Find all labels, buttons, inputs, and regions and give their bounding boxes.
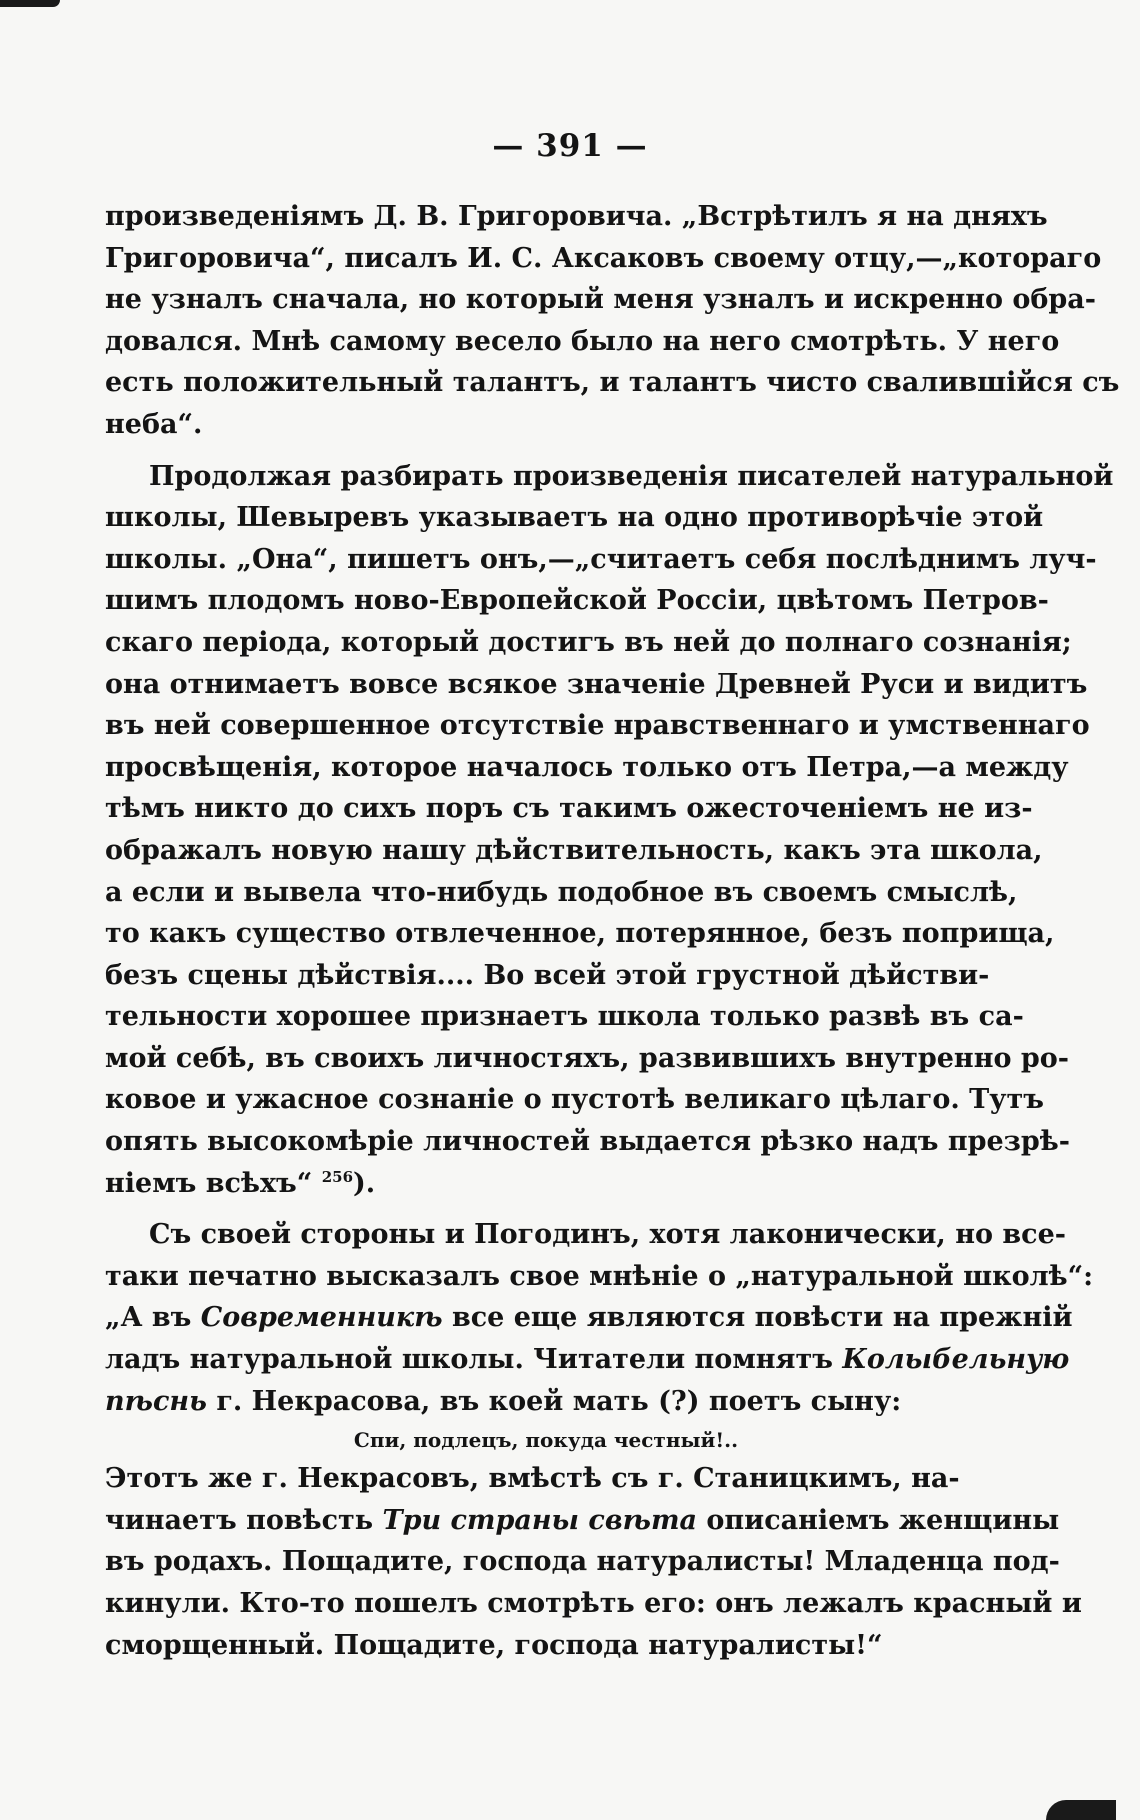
text-line <box>105 1163 947 1205</box>
text-line: ковое и ужасное сознаніе о пустотѣ великаго цѣлаго. Тутъ <box>105 1084 1044 1116</box>
footnote-reference: 256 <box>321 1167 354 1186</box>
text-line: довался. Мнѣ самому весело было на него смотрѣть. У него <box>105 325 1060 357</box>
text-line: Григоровича“, писалъ И. С. Аксаковъ своему отцу,—„котораго <box>105 242 1102 274</box>
page-body <box>105 196 1120 1666</box>
text-fragment: чинаетъ повѣсть <box>105 1504 383 1536</box>
text-fragment: описаніемъ женщины <box>697 1504 1060 1536</box>
poem-title: пѣснь <box>105 1385 207 1417</box>
text-fragment: все еще являются повѣсти на прежній <box>442 1302 1073 1334</box>
text-fragment: ніемъ всѣхъ“ <box>105 1167 313 1199</box>
text-line: школы, Шевыревъ указываетъ на одно противорѣчіе этой <box>105 502 1044 534</box>
text-line <box>105 1297 1073 1339</box>
text-line: тѣмъ никто до сихъ поръ съ такимъ ожесточеніемъ не из- <box>105 793 1033 825</box>
text-line <box>105 1500 1060 1542</box>
page-number: — 391 — <box>492 128 648 164</box>
text-line: Продолжая разбирать произведенія писателей натуральной <box>149 460 1114 492</box>
text-line: не узналъ сначала, но который меня узналъ и искренно обра- <box>105 284 1096 316</box>
text-line: то какъ существо отвлеченное, потерянное, безъ поприща, <box>105 918 1055 950</box>
text-line: скаго періода, который достигъ въ ней до полнаго сознанія; <box>105 626 1072 658</box>
paragraph-4 <box>105 1458 1082 1666</box>
text-line: школы. „Она“, пишетъ онъ,—„считаетъ себя послѣднимъ луч- <box>105 543 1097 575</box>
text-fragment: „А въ <box>105 1302 201 1334</box>
text-line: есть положительный талантъ, и талантъ чисто свалившійся съ <box>105 367 1120 399</box>
text-line: тельности хорошее признаетъ школа только развѣ въ са- <box>105 1001 1024 1033</box>
story-title: Три страны свѣта <box>382 1504 698 1536</box>
text-line: мой себѣ, въ своихъ личностяхъ, развившихъ внутренно ро- <box>105 1042 1069 1074</box>
paragraph-1 <box>105 196 1120 446</box>
poem-title: Колыбельную <box>842 1344 1070 1376</box>
paragraph-2 <box>105 456 1114 1205</box>
text-fragment: г. Некрасова, въ коей мать (?) поетъ сыну: <box>206 1385 902 1417</box>
scan-mark-top-left <box>0 0 60 7</box>
text-line: произведеніямъ Д. В. Григоровича. „Встрѣтилъ я на дняхъ <box>105 201 1048 232</box>
text-line: неба“. <box>105 408 203 440</box>
text-fragment: ). <box>353 1167 376 1199</box>
text-line: Съ своей стороны и Погодинъ, хотя лаконически, но все- <box>149 1219 1066 1251</box>
text-line: Этотъ же г. Некрасовъ, вмѣстѣ съ г. Станицкимъ, на- <box>105 1463 960 1495</box>
text-line: сморщенный. Пощадите, господа натуралисты!“ <box>105 1629 883 1661</box>
text-line: безъ сцены дѣйствія.... Во всей этой грустной дѣйстви- <box>105 959 990 991</box>
text-line: таки печатно высказалъ свое мнѣніе о „натуральной школѣ“: <box>105 1260 1094 1292</box>
text-line: кинули. Кто-то пошелъ смотрѣть его: онъ лежалъ красный и <box>105 1588 1082 1619</box>
text-line: она отнимаетъ вовсе всякое значеніе Древней Руси и видитъ <box>105 668 1088 700</box>
text-line <box>105 1381 947 1423</box>
verse-quote: Спи, подлецъ, покуда честный!.. <box>353 1428 739 1453</box>
text-line: шимъ плодомъ ново-Европейской Россіи, цвѣтомъ Петров- <box>105 585 1049 617</box>
paragraph-3 <box>105 1214 1094 1422</box>
text-line: въ ней совершенное отсутствіе нравственнаго и умственнаго <box>105 710 1090 742</box>
text-line: а если и вывела что-нибудь подобное въ своемъ смыслѣ, <box>105 876 1018 908</box>
text-line: ображалъ новую нашу дѣйствительность, какъ эта школа, <box>105 834 1043 866</box>
text-line <box>105 1339 1070 1381</box>
scan-mark-bottom-right <box>1046 1800 1116 1820</box>
journal-title: Современникѣ <box>200 1302 443 1334</box>
text-fragment: ладъ натуральной школы. Читатели помнятъ <box>105 1344 843 1376</box>
text-line: просвѣщенія, которое началось только отъ Петра,—а между <box>105 751 1069 783</box>
text-line: въ родахъ. Пощадите, господа натуралисты! Младенца под- <box>105 1546 1060 1578</box>
text-line: опять высокомѣріе личностей выдается рѣзко надъ презрѣ- <box>105 1126 1070 1158</box>
